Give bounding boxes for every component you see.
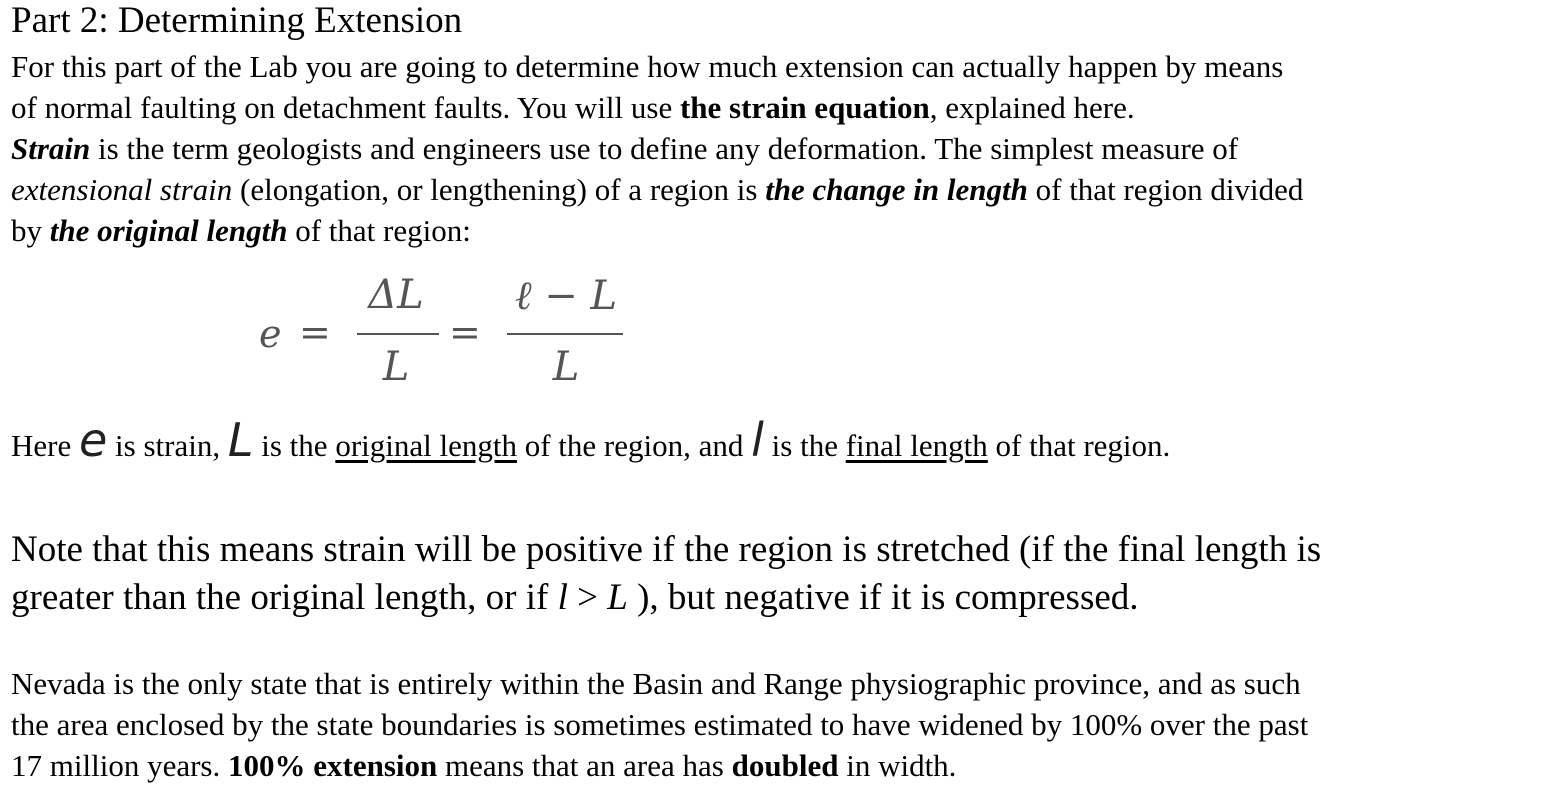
symbol-e: e — [78, 413, 108, 467]
intro-line-5 — [11, 210, 1303, 251]
intro-text: of that region: — [287, 213, 471, 248]
definition-text: is the — [763, 428, 846, 463]
symbol-L: L — [227, 413, 254, 467]
equals-sign: = — [299, 310, 331, 354]
strain-term: Strain — [11, 131, 91, 166]
original-length-term: the original length — [49, 213, 288, 248]
intro-text: is the term geologists and engineers use to define any deformation. The simplest measure of — [90, 131, 1239, 166]
greater-than-sign: > — [567, 577, 608, 618]
symbol-l: l — [557, 577, 568, 618]
intro-line-1: For this part of the Lab you are going to determine how much extension can actually happen by means — [11, 49, 1284, 84]
note-line-2 — [11, 574, 1321, 622]
definition-text: of that region. — [987, 428, 1171, 463]
change-in-length-term: the change in length — [765, 172, 1028, 207]
definition-text: is strain, — [107, 428, 228, 463]
fraction-1-bar — [357, 333, 439, 335]
symbol-L: L — [607, 577, 628, 618]
definition-text: of the region, and — [516, 428, 752, 463]
fraction-1-numerator: ΔL — [368, 272, 424, 318]
section-title: Part 2: Determining Extension — [11, 0, 463, 41]
final-length-underlined: final length — [845, 428, 988, 463]
strain-equation-term: the strain equation — [679, 90, 930, 125]
definition-text: Here — [11, 428, 79, 463]
variable-definitions — [11, 412, 1170, 474]
fraction-1-denominator: L — [382, 344, 410, 390]
note-line-1: Note that this means strain will be positive if the region is stretched (if the final length is — [11, 529, 1322, 570]
intro-line-2 — [11, 87, 1303, 128]
nevada-line-1: Nevada is the only state that is entirely within the Basin and Range physiographic province, and as such — [11, 666, 1301, 701]
nevada-text: means that an area has — [437, 748, 732, 783]
sign-note — [11, 526, 1321, 622]
strain-equation — [251, 272, 671, 392]
intro-text: (elongation, or lengthening) of a region is — [232, 172, 766, 207]
fraction-2-bar — [507, 333, 623, 335]
intro-line-4 — [11, 169, 1303, 210]
doubled-term: doubled — [731, 748, 839, 783]
symbol-l: l — [751, 413, 764, 467]
equation-lhs: e — [259, 312, 282, 356]
nevada-text: 17 million years. — [11, 748, 228, 783]
intro-text: , explained here. — [929, 90, 1135, 125]
nevada-paragraph — [11, 663, 1308, 786]
extensional-strain-term: extensional strain — [11, 172, 233, 207]
nevada-line-3 — [11, 745, 1308, 786]
definition-text: is the — [253, 428, 336, 463]
nevada-text: in width. — [838, 748, 957, 783]
original-length-underlined: original length — [335, 428, 517, 463]
note-text: ), but negative if it is compressed. — [627, 577, 1139, 618]
intro-paragraph — [11, 46, 1303, 251]
nevada-line-2: the area enclosed by the state boundaries is sometimes estimated to have widened by 100% over the past — [11, 707, 1309, 742]
intro-text: of normal faulting on detachment faults. You will use — [11, 90, 680, 125]
intro-line-3 — [11, 128, 1303, 169]
extension-term: 100% extension — [227, 748, 438, 783]
fraction-2-numerator: ℓ − L — [514, 273, 618, 319]
fraction-2-denominator: L — [552, 344, 580, 390]
intro-text: of that region divided — [1027, 172, 1304, 207]
intro-text: by — [11, 213, 50, 248]
note-text: greater than the original length, or if — [11, 577, 558, 618]
equals-sign: = — [449, 310, 481, 354]
